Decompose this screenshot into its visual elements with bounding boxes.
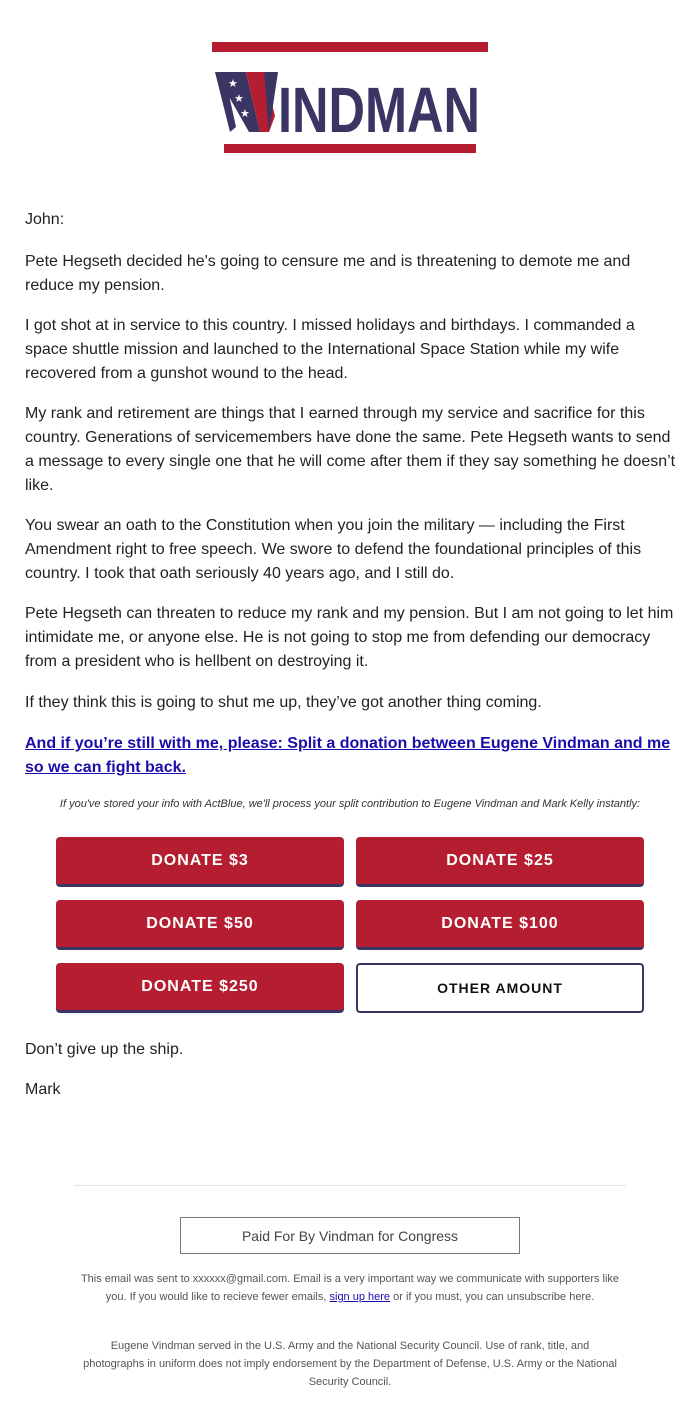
donate-100-button[interactable]: DONATE $100 (356, 900, 644, 950)
split-donation-link[interactable]: And if you’re still with me, please: Split a donation between Eugene Vindman and me so we can fight back. (25, 735, 671, 776)
letter-paragraph-2 (25, 314, 677, 386)
svg-text:★: ★ (240, 107, 250, 120)
donate-25-button[interactable]: DONATE $25 (356, 837, 644, 887)
sign-up-here-link[interactable]: sign up here (329, 1291, 391, 1303)
signature: Mark (25, 1081, 61, 1098)
donate-50-button[interactable]: DONATE $50 (56, 900, 344, 950)
svg-text:★: ★ (228, 77, 238, 90)
letter-paragraph-1 (25, 250, 677, 298)
paragraph-text: You swear an oath to the Constitution when you join the military — including the First Amendment right to free speech. We swore to defend the foundational principles of this country. I took that oath seriously 40 years ago, and I still do. (25, 517, 642, 582)
letter-paragraph-3 (25, 402, 677, 498)
email-notice-text: This email was sent to xxxxxx@gmail.com. Email is a very important way we communicate with supporters like you. If you would like to recieve fewer emails, (80, 1273, 620, 1303)
donate-3-button[interactable]: DONATE $3 (56, 837, 344, 887)
paragraph-text: Pete Hegseth can threaten to reduce my rank and my pension. But I am not going to let him intimidate me, or anyone else. He is not going to stop me from defending our democracy from a president who is hellbent on destroying it. (25, 605, 674, 670)
paragraph-text: Pete Hegseth decided he's going to censure me and is threatening to demote me and reduce my pension. (25, 253, 631, 294)
footer-divider (74, 1185, 626, 1186)
email-notice (80, 1270, 620, 1306)
paragraph-text: I got shot at in service to this country. I missed holidays and birthdays. I commanded a space shuttle mission and launched to the International Space Station while my wife recovered from a gunshot wound to the head. (25, 317, 635, 382)
vindman-logo (212, 42, 488, 154)
other-amount-button[interactable]: OTHER AMOUNT (356, 963, 644, 1013)
letter-paragraph-6 (25, 691, 677, 715)
logo-wordmark: INDMAN (278, 74, 480, 146)
unsubscribe-text[interactable]: or if you must, you can unsubscribe here. (393, 1291, 595, 1303)
paid-for-box: Paid For By Vindman for Congress (180, 1217, 520, 1254)
svg-text:★: ★ (234, 92, 244, 105)
letter-paragraph-4 (25, 514, 677, 586)
disclaimer: Eugene Vindman served in the U.S. Army and the National Security Council. Use of rank, title, and photographs in uniform does not imply endorsement by the Department of Defense, U.S. Army or the National Security Council. (83, 1340, 617, 1388)
closing-line: Don’t give up the ship. (25, 1041, 184, 1058)
greeting: John: (25, 211, 65, 228)
paragraph-text: My rank and retirement are things that I earned through my service and sacrifice for this country. Generations of servicemembers have done the same. Pete Hegseth wants to send a message to every single one that he will come after them if they say something he doesn’t like. (25, 405, 676, 494)
paragraph-text: If they think this is going to shut me up, they’ve got another thing coming. (25, 694, 542, 711)
letter-paragraph-5 (25, 602, 677, 674)
actblue-note: If you've stored your info with ActBlue, we'll process your split contribution to Eugene Vindman and Mark Kelly instantly: (59, 798, 641, 810)
donate-250-button[interactable]: DONATE $250 (56, 963, 344, 1013)
